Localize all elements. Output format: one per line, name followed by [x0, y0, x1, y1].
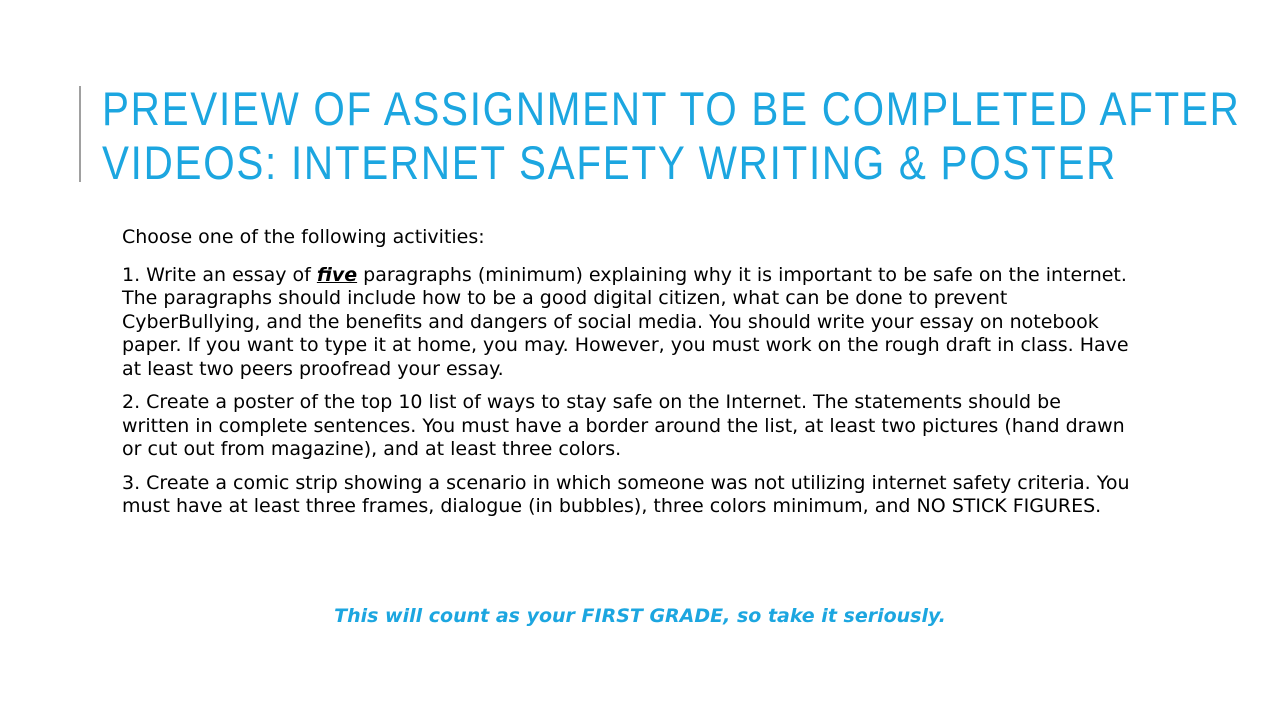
title-accent-bar	[79, 86, 81, 182]
slide-title-line-2: VIDEOS: INTERNET SAFETY WRITING & POSTER	[102, 136, 1118, 189]
activity-item-1-emphasis: five	[316, 263, 358, 286]
slide-title-line-1: PREVIEW OF ASSIGNMENT TO BE COMPLETED AFTER	[102, 82, 1241, 135]
activity-item-1-start: 1. Write an essay of	[122, 263, 317, 286]
slide-title	[102, 82, 1241, 190]
closing-note: This will count as your FIRST GRADE, so take it seriously.	[334, 605, 946, 627]
activity-item-1	[122, 264, 1132, 382]
activity-item-1-rest: paragraphs (minimum) explaining why it is important to be safe on the internet. The paragraphs should include how to be a good digital citizen, what can be done to prevent CyberBullying, and the benefits and dangers of social media. You should write your essay on notebook paper. If you want to type it at home, you may. However, you must work on the rough draft in class. Have at least two peers proofread your essay.	[122, 263, 1129, 380]
intro-text: Choose one of the following activities:	[122, 226, 485, 248]
activity-item-3: 3. Create a comic strip showing a scenario in which someone was not utilizing internet safety criteria. You must have at least three frames, dialogue (in bubbles), three colors minimum, and NO STICK FIGURES.	[122, 471, 1130, 517]
slide-body	[122, 226, 1132, 529]
activity-item-2: 2. Create a poster of the top 10 list of ways to stay safe on the Internet. The statements should be written in complete sentences. You must have a border around the list, at least two pictures (hand drawn or cut out from magazine), and at least three colors.	[122, 391, 1125, 460]
